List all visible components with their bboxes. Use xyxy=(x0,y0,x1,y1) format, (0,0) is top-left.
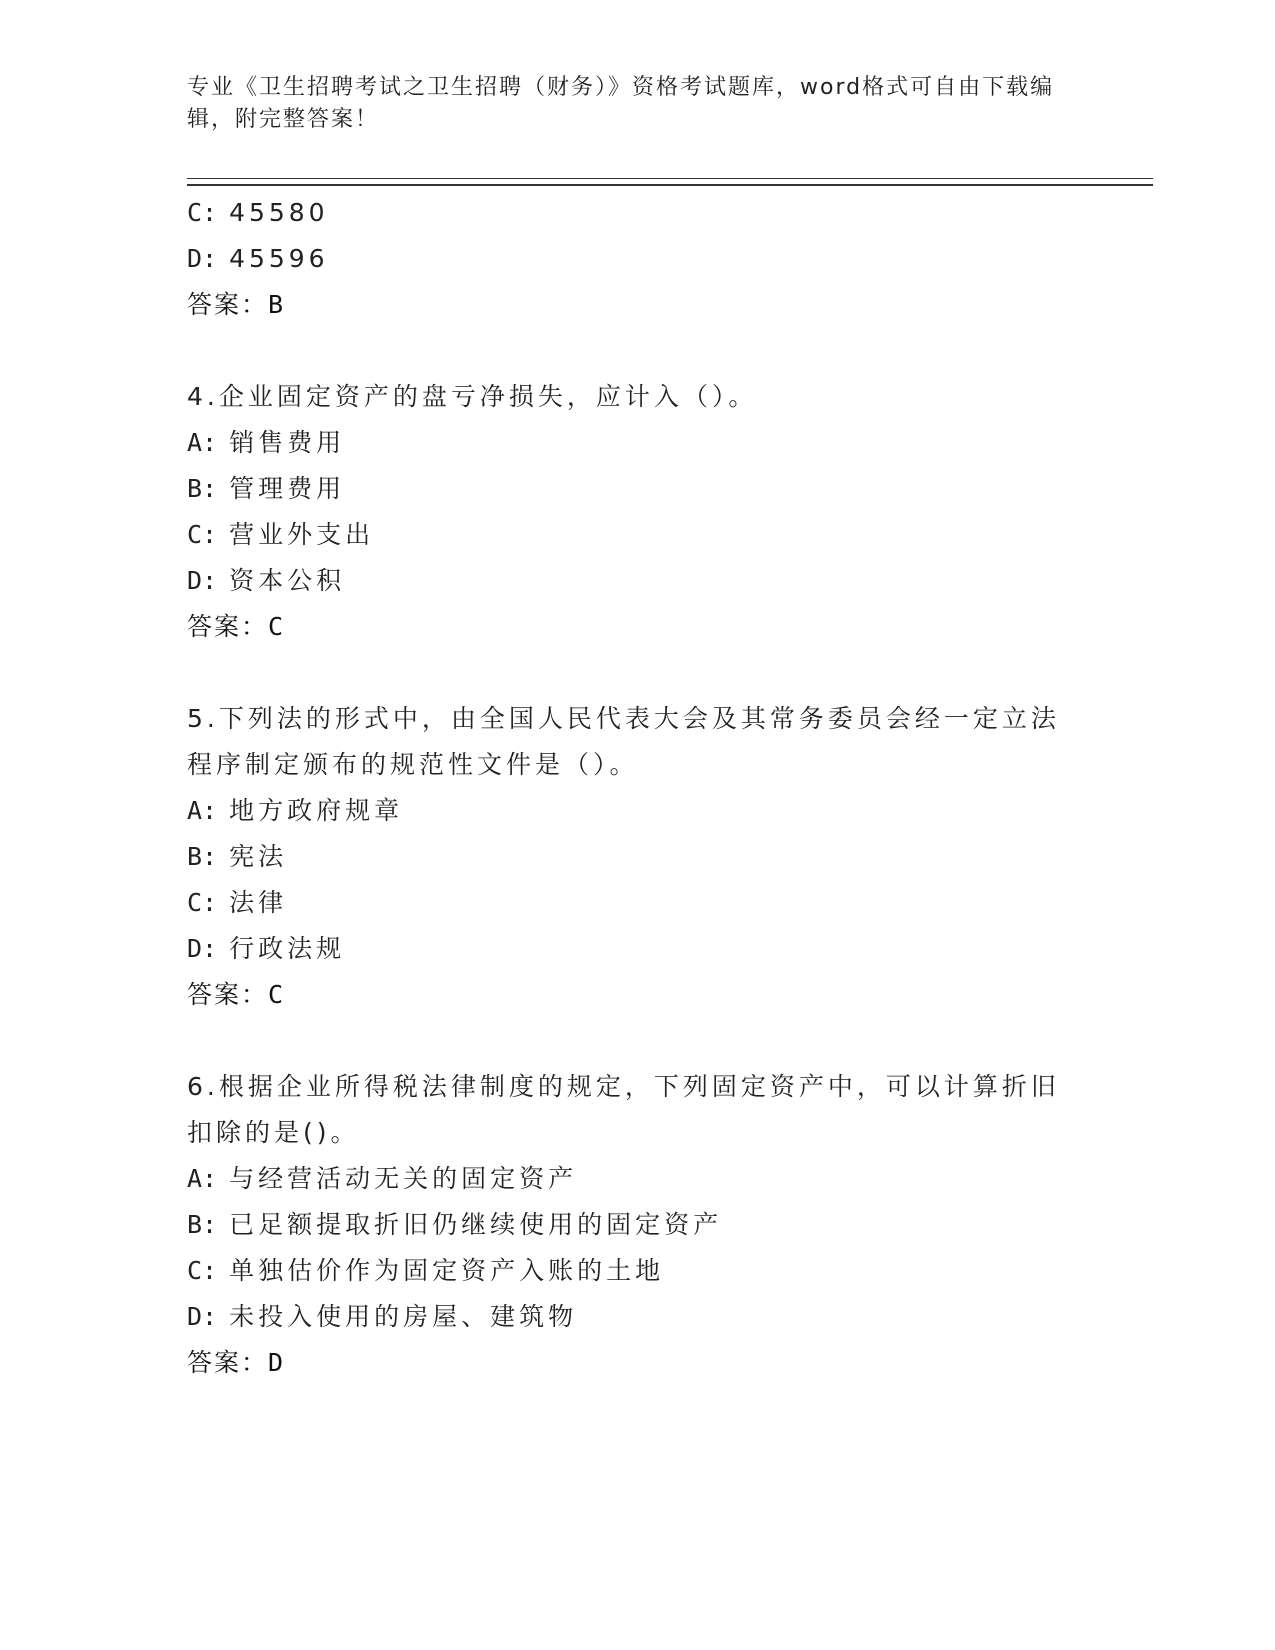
option-letter: D: xyxy=(187,934,218,963)
option-letter: D: xyxy=(187,244,218,273)
answer-label: 答案： xyxy=(187,1348,269,1377)
option-text: 已足额提取折旧仍继续使用的固定资产 xyxy=(229,1210,723,1239)
option-text: 45580 xyxy=(229,198,329,227)
option-letter: D: xyxy=(187,1302,218,1331)
option-item xyxy=(187,190,1153,236)
answer-label: 答案： xyxy=(187,612,269,641)
option-letter: B: xyxy=(187,474,218,503)
answer-line xyxy=(187,1340,1153,1386)
answer-line xyxy=(187,604,1153,650)
option-text: 地方政府规章 xyxy=(229,796,404,825)
answer-value: B xyxy=(268,290,286,319)
option-item xyxy=(187,880,1153,926)
option-text: 销售费用 xyxy=(229,428,346,457)
option-letter: B: xyxy=(187,842,218,871)
option-item xyxy=(187,1248,1153,1294)
header-divider xyxy=(187,178,1153,186)
option-item xyxy=(187,466,1153,512)
question-gap xyxy=(187,328,1153,374)
option-text: 宪法 xyxy=(229,842,288,871)
option-item xyxy=(187,512,1153,558)
option-text: 与经营活动无关的固定资产 xyxy=(229,1164,578,1193)
option-item xyxy=(187,558,1153,604)
option-text: 法律 xyxy=(229,888,288,917)
question-gap xyxy=(187,650,1153,696)
answer-value: D xyxy=(268,1348,286,1377)
option-letter: A: xyxy=(187,796,218,825)
question-content xyxy=(187,190,1153,1386)
option-item xyxy=(187,1202,1153,1248)
option-letter: C: xyxy=(187,520,218,549)
option-text: 资本公积 xyxy=(229,566,346,595)
question-stem: 4.企业固定资产的盘亏净损失，应计入（）。 xyxy=(187,382,758,411)
option-item xyxy=(187,1156,1153,1202)
option-text: 未投入使用的房屋、建筑物 xyxy=(229,1302,578,1331)
option-item xyxy=(187,788,1153,834)
option-item xyxy=(187,236,1153,282)
answer-label: 答案： xyxy=(187,980,269,1009)
answer-line xyxy=(187,282,1153,328)
question-gap xyxy=(187,1018,1153,1064)
option-letter: A: xyxy=(187,428,218,457)
option-letter: D: xyxy=(187,566,218,595)
question-block-6 xyxy=(187,1064,1153,1386)
question-block-5 xyxy=(187,696,1153,1018)
option-item xyxy=(187,834,1153,880)
option-text: 单独估价作为固定资产入账的土地 xyxy=(229,1256,665,1285)
option-item xyxy=(187,926,1153,972)
option-item xyxy=(187,1294,1153,1340)
option-letter: C: xyxy=(187,888,218,917)
question-stem: 6.根据企业所得税法律制度的规定，下列固定资产中，可以计算折旧扣除的是()。 xyxy=(187,1072,1060,1147)
document-header: 专业《卫生招聘考试之卫生招聘（财务）》资格考试题库，word格式可自由下载编辑，附完整答案！ xyxy=(187,75,1055,132)
option-text: 管理费用 xyxy=(229,474,346,503)
answer-label: 答案： xyxy=(187,290,269,319)
leading-question-tail xyxy=(187,190,1153,328)
option-letter: A: xyxy=(187,1164,218,1193)
answer-value: C xyxy=(268,612,286,641)
option-text: 45596 xyxy=(229,244,329,273)
question-block-4 xyxy=(187,374,1153,650)
option-text: 行政法规 xyxy=(229,934,346,963)
option-item xyxy=(187,420,1153,466)
question-stem: 5.下列法的形式中，由全国人民代表大会及其常务委员会经一定立法程序制定颁布的规范性文件是（）。 xyxy=(187,704,1060,779)
answer-line xyxy=(187,972,1153,1018)
option-letter: C: xyxy=(187,198,218,227)
option-letter: C: xyxy=(187,1256,218,1285)
option-letter: B: xyxy=(187,1210,218,1239)
answer-value: C xyxy=(268,980,286,1009)
option-text: 营业外支出 xyxy=(229,520,375,549)
